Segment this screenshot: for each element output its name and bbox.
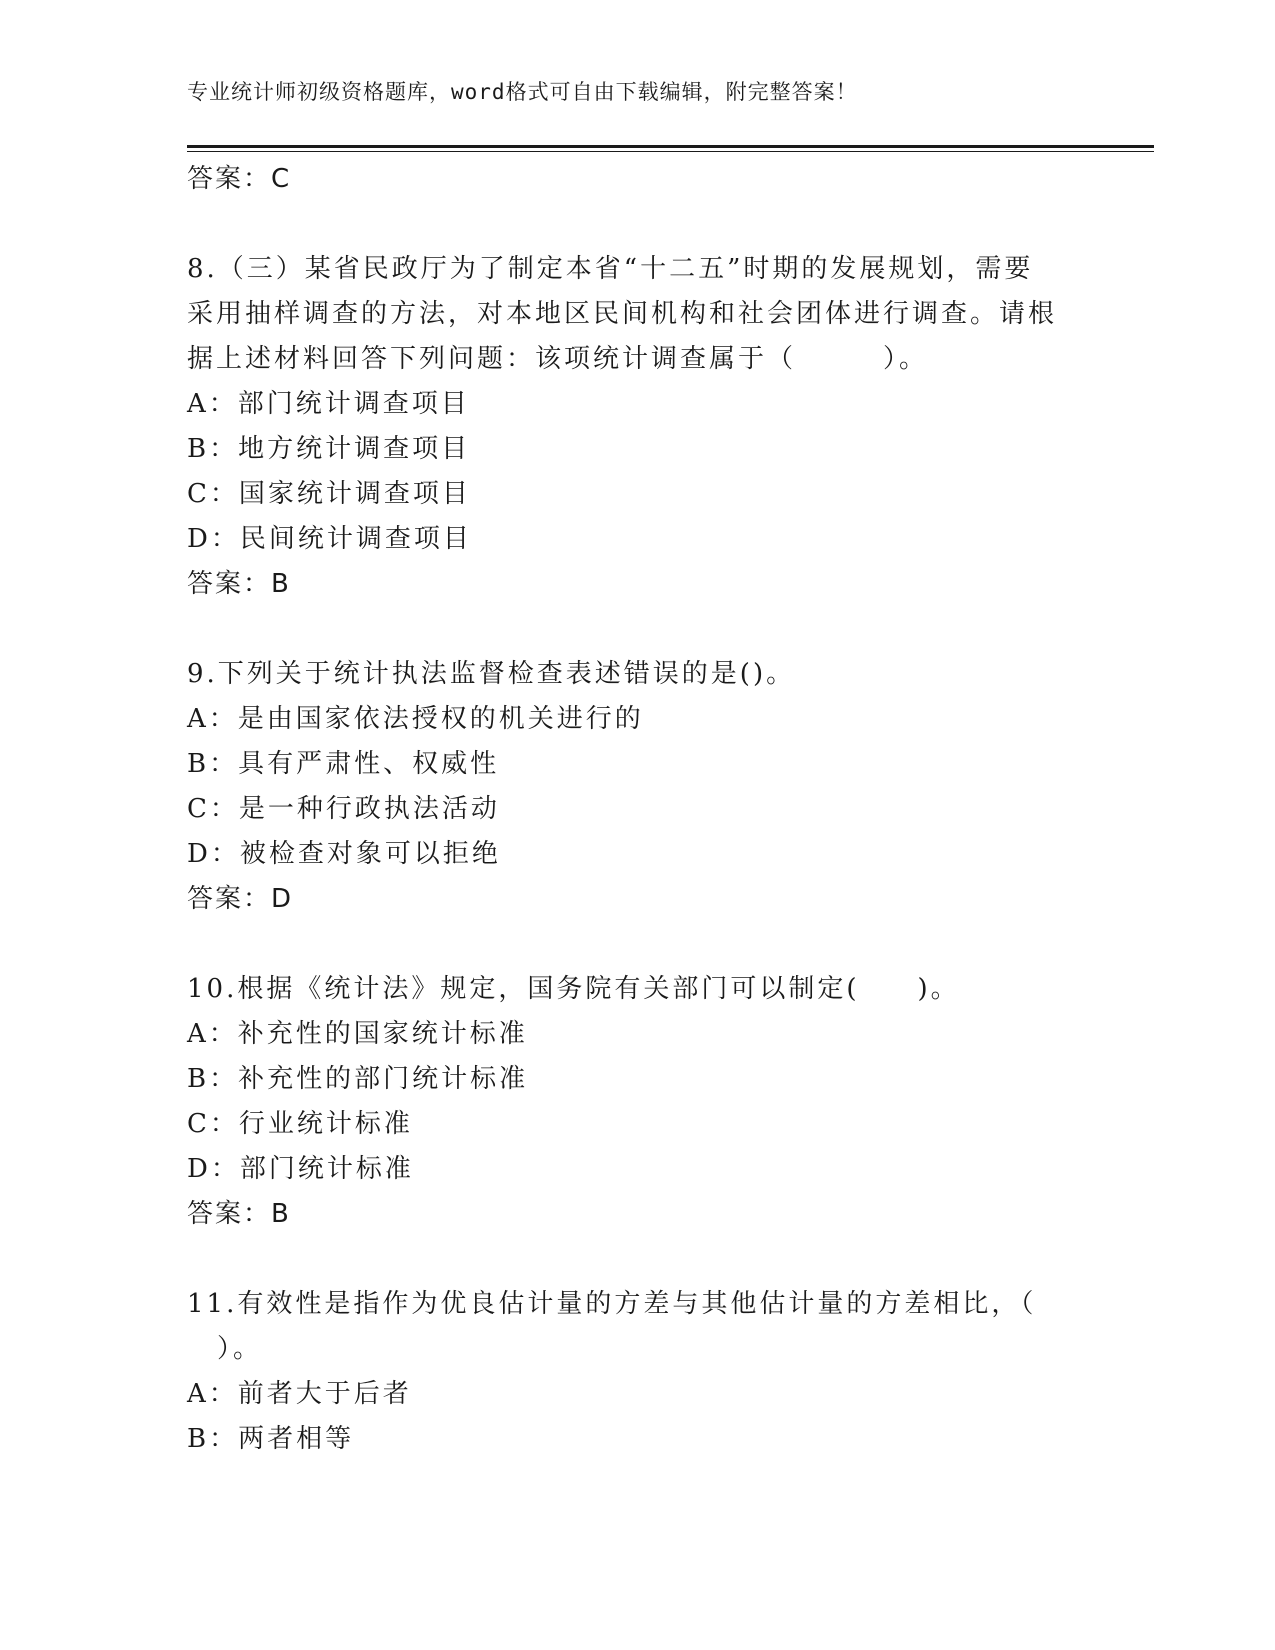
question-stem-line: 采用抽样调查的方法，对本地区民间机构和社会团体进行调查。请根 (187, 299, 1058, 329)
option-d: D：被检查对象可以拒绝 (187, 839, 501, 869)
question-stem-line: 据上述材料回答下列问题：该项统计调查属于（ ）。 (187, 344, 929, 374)
header-rule-thick (187, 145, 1154, 148)
question-stem-continuation: ）。 (217, 1334, 263, 1364)
answer-line: 答案：B (187, 569, 291, 599)
question-11 (187, 1282, 1067, 1462)
option-c: C：行业统计标准 (187, 1109, 413, 1139)
page-header: 专业统计师初级资格题库，word格式可自由下载编辑，附完整答案！ (187, 80, 858, 104)
answer-line: 答案：B (187, 1199, 291, 1229)
question-10 (187, 967, 1067, 1237)
answer-line: 答案：D (187, 884, 294, 914)
option-d: D：部门统计标准 (187, 1154, 414, 1184)
option-c: C：国家统计调查项目 (187, 479, 471, 509)
option-c: C：是一种行政执法活动 (187, 794, 500, 824)
question-stem-line: 8.（三）某省民政厅为了制定本省“十二五”时期的发展规划，需要 (187, 254, 1034, 284)
option-b: B：补充性的部门统计标准 (187, 1064, 529, 1094)
option-b: B：两者相等 (187, 1424, 355, 1454)
question-stem-line: 9.下列关于统计执法监督检查表述错误的是()。 (187, 659, 796, 689)
question-8 (187, 247, 1067, 607)
question-stem-line: 10.根据《统计法》规定，国务院有关部门可以制定( )。 (187, 974, 960, 1004)
header-rule-thin (187, 151, 1154, 152)
option-a: A：是由国家依法授权的机关进行的 (187, 704, 644, 734)
question-9 (187, 652, 1067, 922)
option-a: A：部门统计调查项目 (187, 389, 470, 419)
option-a: A：补充性的国家统计标准 (187, 1019, 528, 1049)
option-d: D：民间统计调查项目 (187, 524, 472, 554)
question-stem-line: 11.有效性是指作为优良估计量的方差与其他估计量的方差相比，（ (187, 1289, 1037, 1319)
option-a: A：前者大于后者 (187, 1379, 412, 1409)
option-b: B：地方统计调查项目 (187, 434, 471, 464)
answer-line: 答案：C (187, 164, 292, 194)
question-list (187, 157, 1067, 1462)
option-b: B：具有严肃性、权威性 (187, 749, 500, 779)
